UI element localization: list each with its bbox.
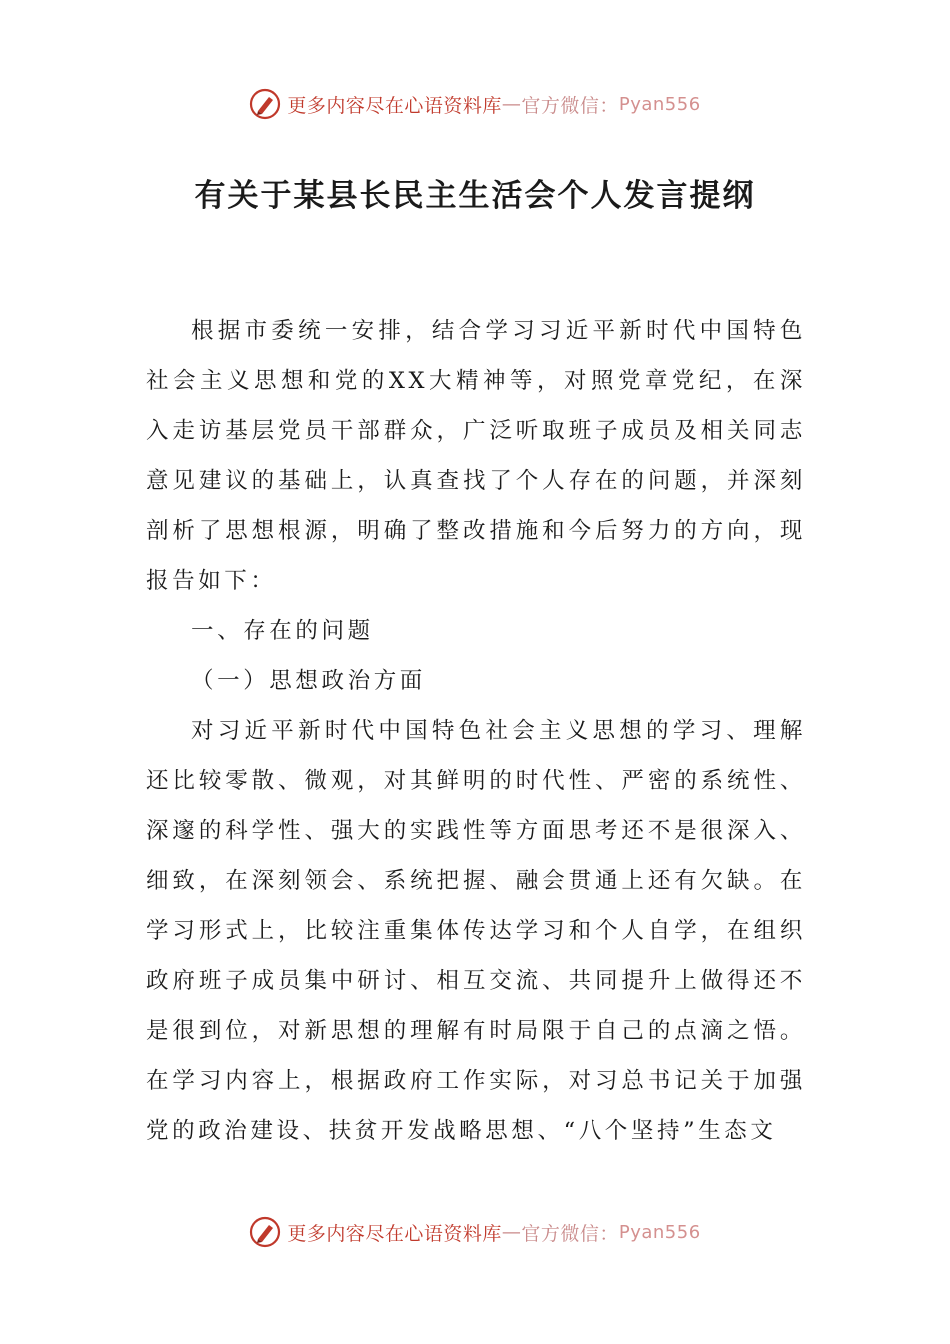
- watermark-separator: —: [501, 1221, 522, 1243]
- watermark-separator: —: [501, 93, 522, 115]
- watermark-id: Pyan556: [618, 1221, 701, 1243]
- header-watermark: [0, 84, 950, 124]
- document-body: [146, 306, 806, 1156]
- watermark-brand: 更多内容尽在心语资料库: [287, 1222, 502, 1245]
- watermark-brand: 更多内容尽在心语资料库: [287, 94, 502, 117]
- footer-watermark: [0, 1212, 950, 1252]
- watermark-contact: 官方微信：: [521, 1222, 619, 1245]
- watermark-contact: 官方微信：: [521, 94, 619, 117]
- intro-paragraph: 根据市委统一安排，结合学习习近平新时代中国特色社会主义思想和党的XX大精神等，对照党章党纪，在深入走访基层党员干部群众，广泛听取班子成员及相关同志意见建议的基础上，认真查找了个人存在的问题，并深刻剖析了思想根源，明确了整改措施和今后努力的方向，现报告如下：: [146, 318, 806, 594]
- document-title: 有关于某县长民主生活会个人发言提纲: [194, 178, 756, 214]
- subsection-heading: （一）思想政治方面: [191, 668, 426, 694]
- pen-logo-icon: [249, 1216, 281, 1248]
- section-heading: 一、存在的问题: [191, 618, 374, 644]
- pen-logo-icon: [249, 88, 281, 120]
- body-paragraph: 对习近平新时代中国特色社会主义思想的学习、理解还比较零散、微观，对其鲜明的时代性、严密的系统性、深邃的科学性、强大的实践性等方面思考还不是很深入、细致，在深刻领会、系统把握、融会贯通上还有欠缺。在学习形式上，比较注重集体传达学习和个人自学，在组织政府班子成员集中研讨、相互交流、共同提升上做得还不是很到位，对新思想的理解有时局限于自己的点滴之悟。在学习内容上，根据政府工作实际，对习总书记关于加强党的政治建设、扶贫开发战略思想、“八个坚持”生态文: [146, 718, 806, 1144]
- watermark-id: Pyan556: [618, 93, 701, 115]
